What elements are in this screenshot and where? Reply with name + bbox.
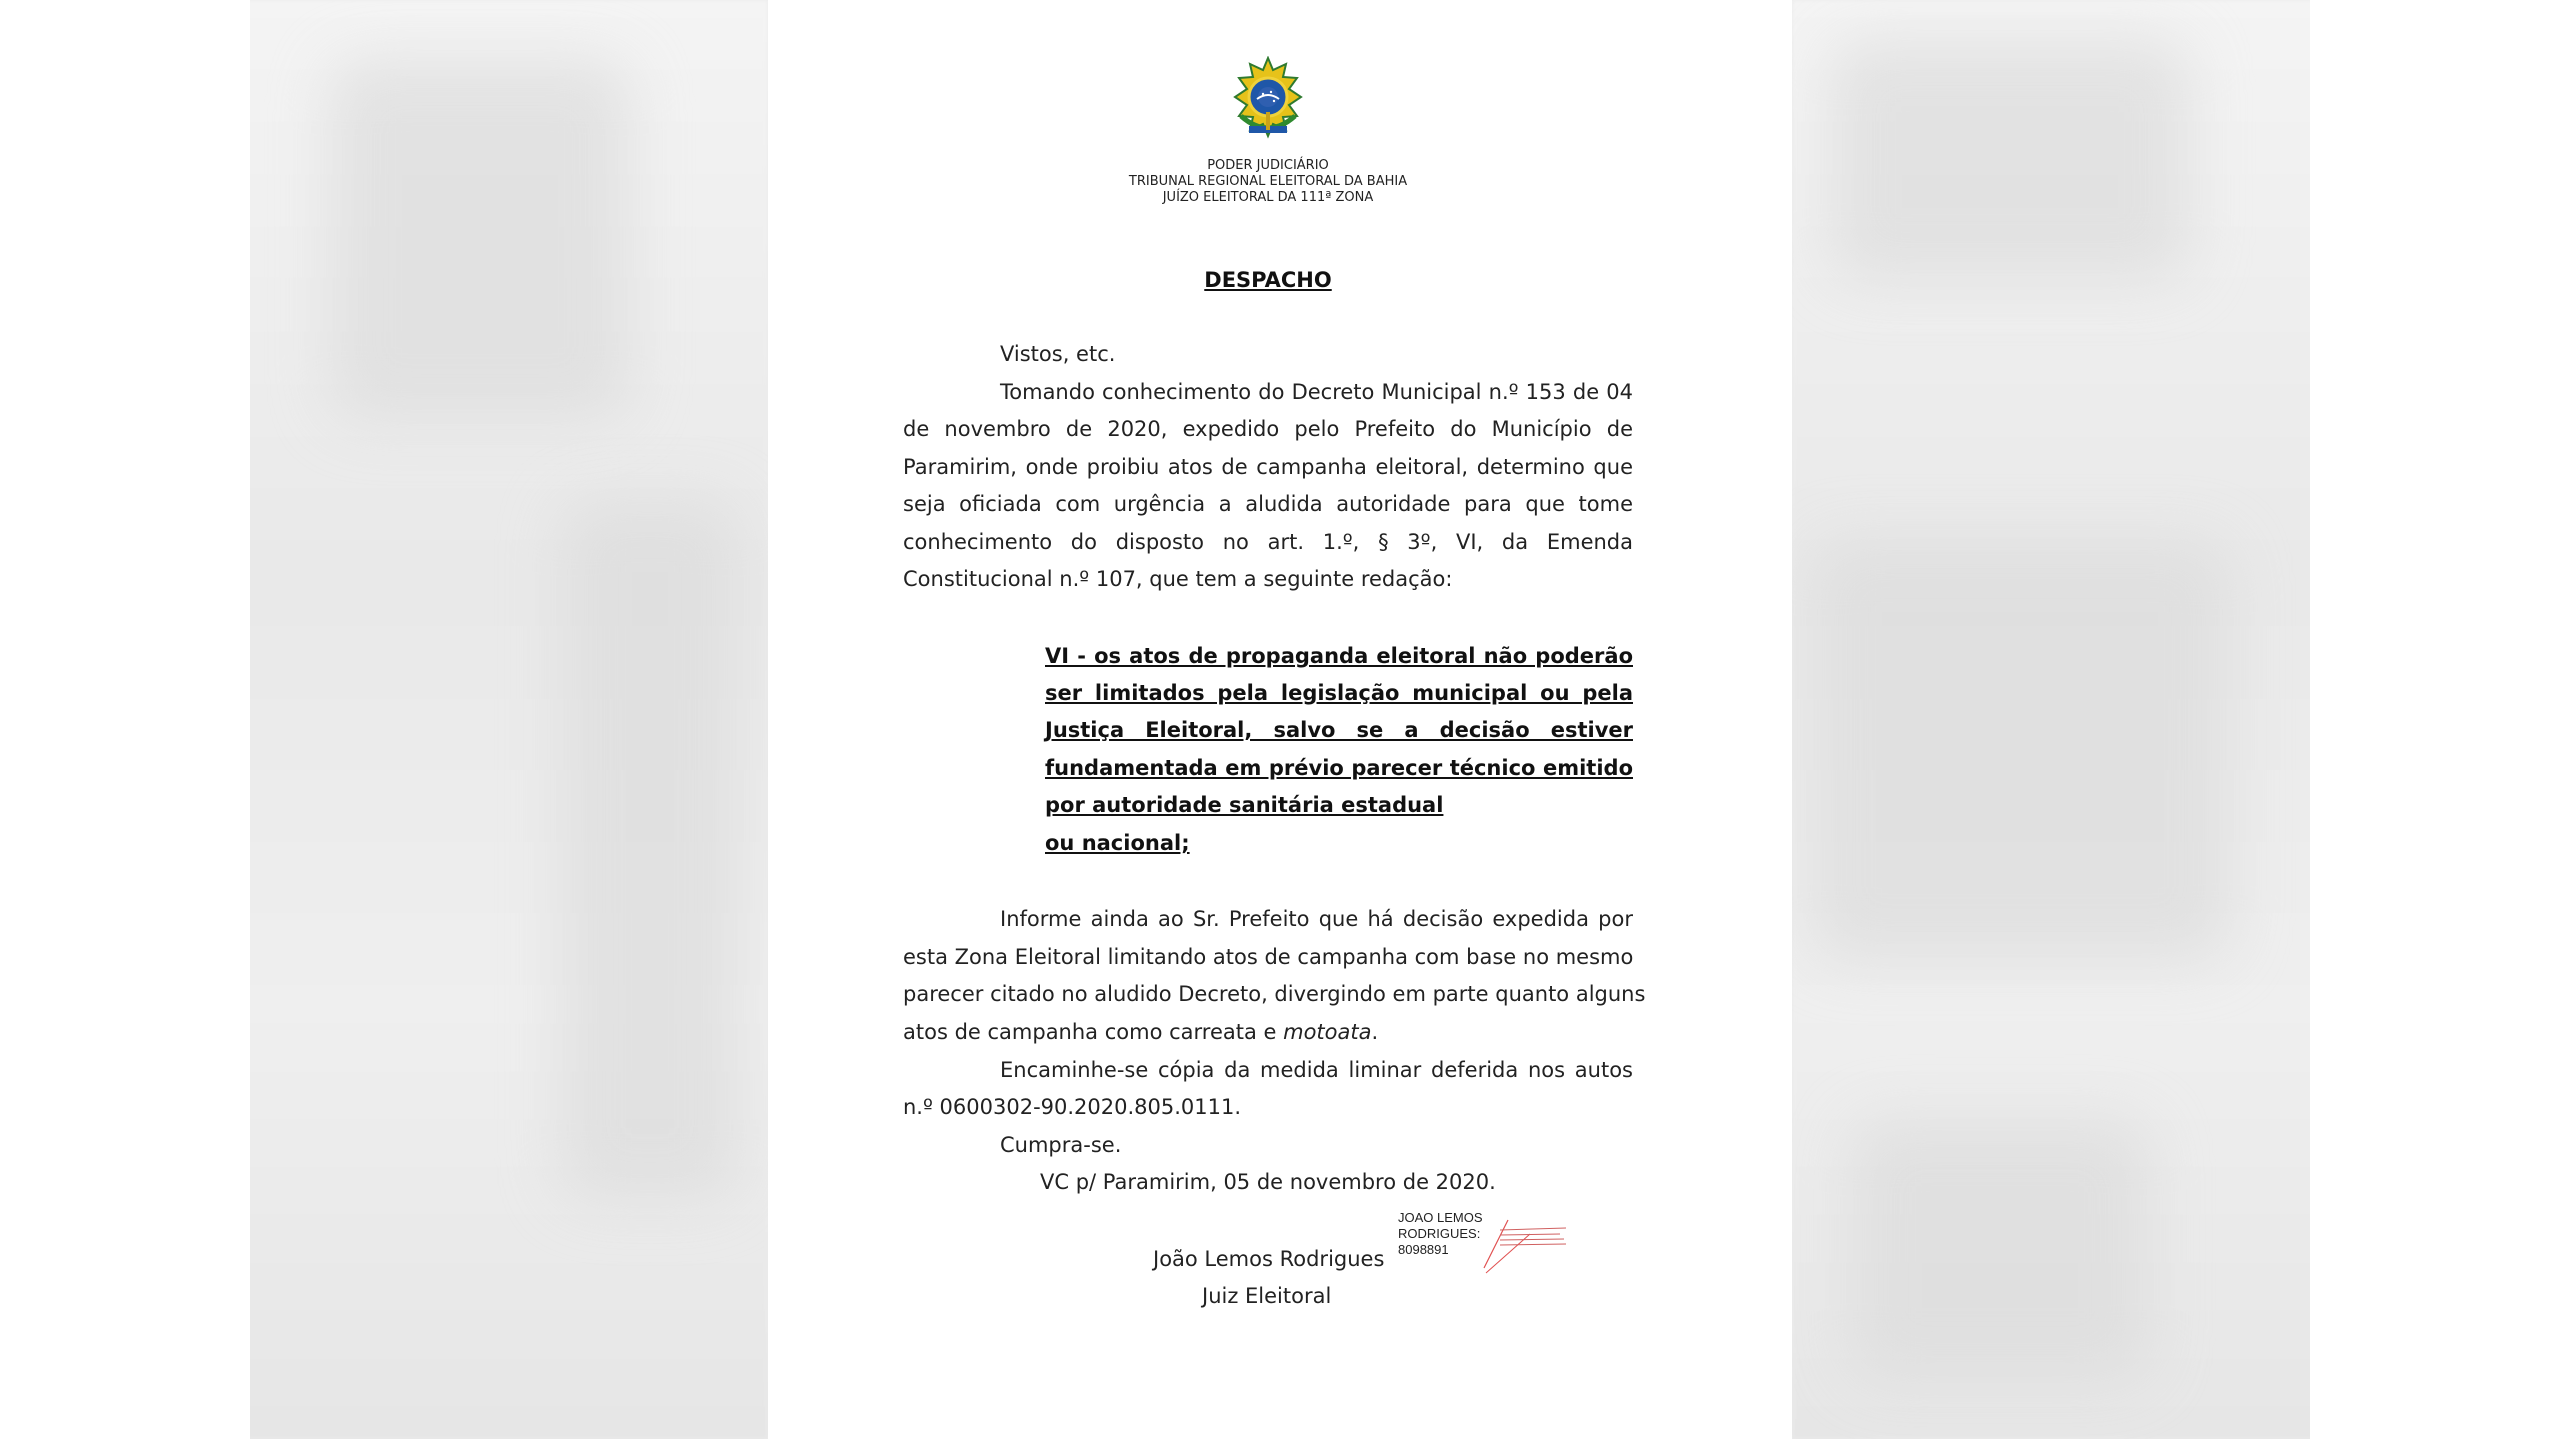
paragraph-line: n.º 0600302-90.2020.805.0111. (903, 1095, 1242, 1119)
header-zone: JUÍZO ELEITORAL DA 111ª ZONA (1162, 190, 1374, 205)
background-blur-shape (1850, 1120, 2150, 1380)
quote-line: Justiça Eleitoral, salvo se a decisão estiver (1045, 718, 1633, 742)
paragraph-line: conhecimento do disposto no art. 1.º, § 3º, VI, da Emenda (903, 530, 1633, 554)
paragraph-line: Paramirim, onde proibiu atos de campanha eleitoral, determino que (903, 455, 1633, 479)
quote-line: ou nacional; (1045, 831, 1190, 855)
paragraph-line: Constitucional n.º 107, que tem a seguinte redação: (903, 567, 1453, 591)
stamp-line: RODRIGUES: (1398, 1226, 1481, 1241)
paragraph-text: atos de campanha como carreata e (903, 1020, 1284, 1044)
paragraph-line: parecer citado no aludido Decreto, divergindo em parte quanto alguns (903, 982, 1646, 1006)
paragraph-line: Informe ainda ao Sr. Prefeito que há decisão expedida por (1000, 907, 1633, 931)
header-court-name: PODER JUDICIÁRIO (1207, 158, 1329, 173)
signer-name: João Lemos Rodrigues (1153, 1247, 1385, 1271)
paragraph-punctuation: . (1371, 1020, 1379, 1044)
document-title: DESPACHO (1204, 268, 1332, 292)
background-blur-shape (1810, 540, 2230, 960)
digital-signature-stamp (1398, 1210, 1483, 1258)
brazil-coat-of-arms-icon (1227, 56, 1309, 140)
background-blur-shape (330, 60, 630, 420)
paragraph-line: Tomando conhecimento do Decreto Municipal n.º 153 de 04 (1000, 380, 1633, 404)
closing-line: Cumpra-se. (1000, 1133, 1122, 1157)
place-date-line: VC p/ Paramirim, 05 de novembro de 2020. (1040, 1170, 1496, 1194)
quote-line: VI - os atos de propaganda eleitoral não poderão (1045, 644, 1633, 668)
signer-role: Juiz Eleitoral (1202, 1284, 1332, 1308)
paragraph-line: de novembro de 2020, expedido pelo Prefeito do Município de (903, 417, 1633, 441)
paragraph-line: esta Zona Eleitoral limitando atos de campanha com base no mesmo (903, 945, 1634, 969)
stamp-line: 8098891 (1398, 1242, 1449, 1257)
quote-line: fundamentada em prévio parecer técnico emitido (1045, 756, 1633, 780)
stamp-line: JOAO LEMOS (1398, 1210, 1483, 1225)
paragraph-line (903, 1019, 1378, 1045)
background-edge-left (0, 0, 250, 1439)
paragraph-line: Encaminhe-se cópia da medida liminar deferida nos autos (1000, 1058, 1633, 1082)
quote-line: por autoridade sanitária estadual (1045, 793, 1444, 817)
background-blur-shape (560, 500, 740, 1200)
signature-mark (1480, 1218, 1570, 1278)
paragraph-line: seja oficiada com urgência a aludida autoridade para que tome (903, 492, 1633, 516)
header-tribunal: TRIBUNAL REGIONAL ELEITORAL DA BAHIA (1128, 174, 1408, 189)
greeting-line: Vistos, etc. (1000, 342, 1116, 366)
italic-term: motoata (1283, 1020, 1372, 1044)
quote-line: ser limitados pela legislação municipal ou pela (1045, 681, 1633, 705)
background-blur-shape (1830, 40, 2190, 280)
background-edge-right (2310, 0, 2560, 1439)
